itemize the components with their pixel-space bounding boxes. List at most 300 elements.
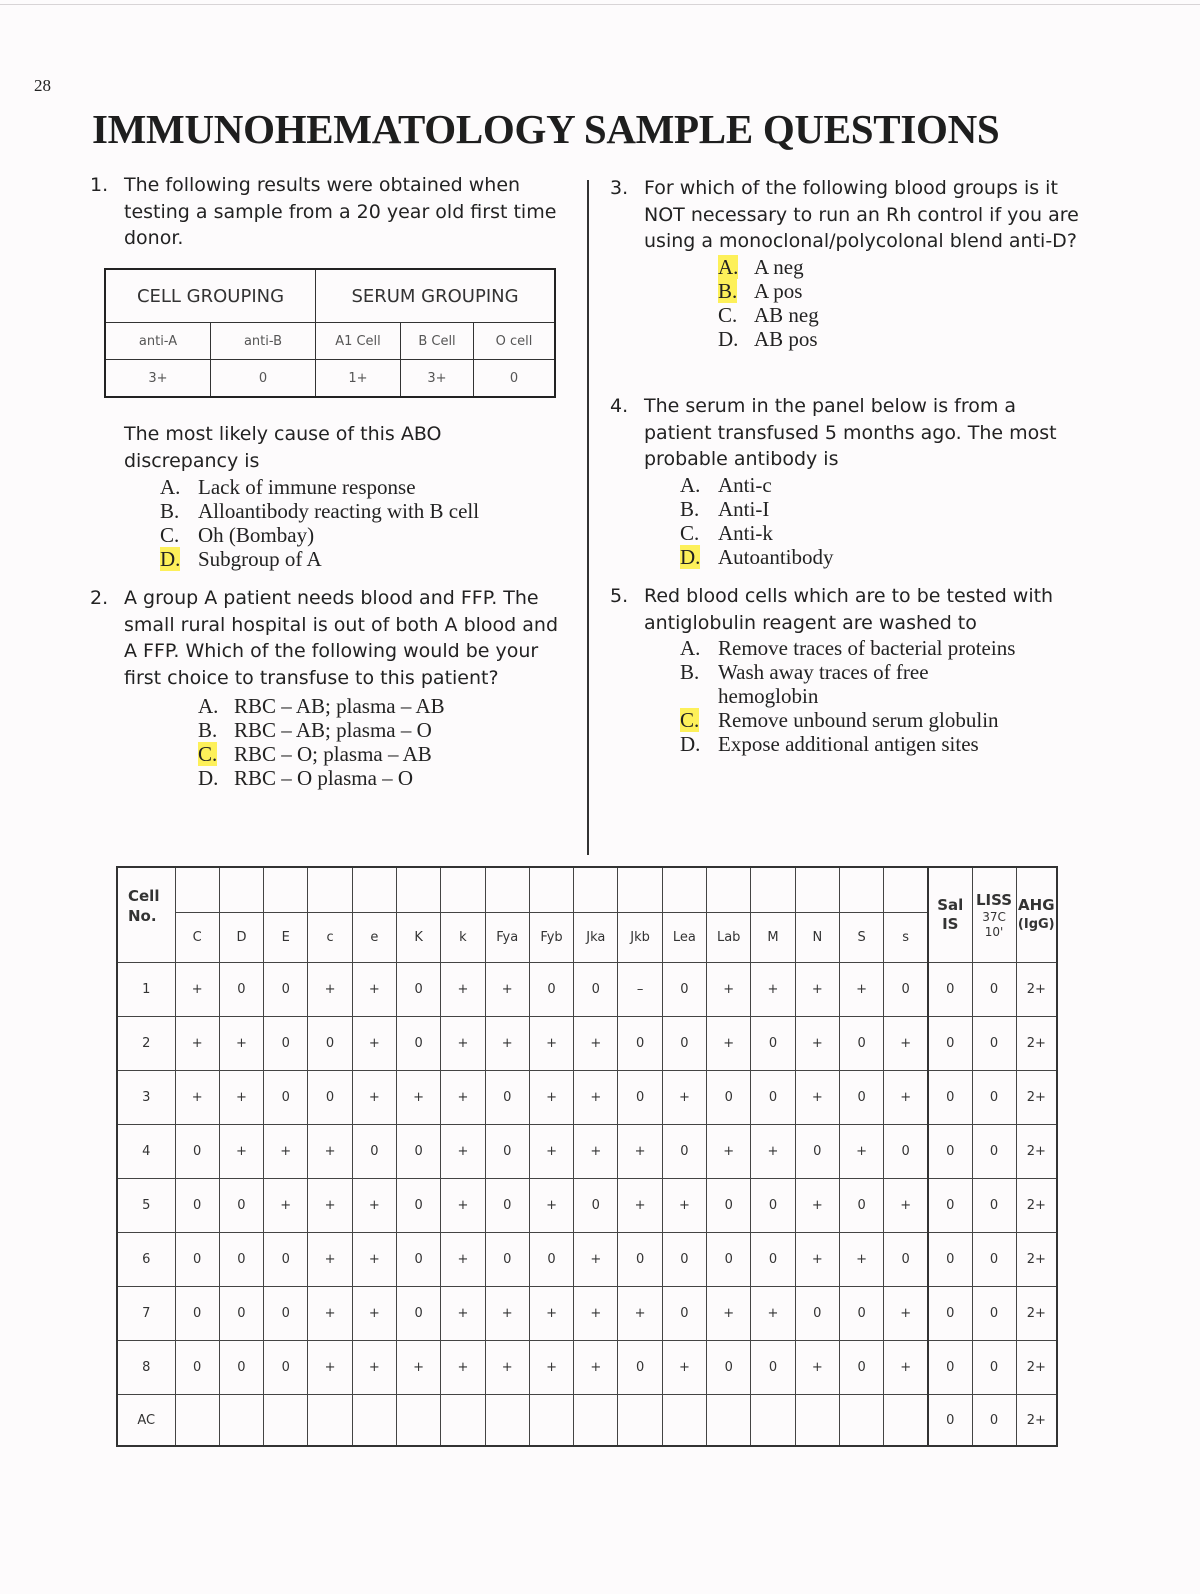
antigen-value: 0 bbox=[175, 1287, 219, 1341]
antigen-value: 0 bbox=[264, 1071, 308, 1125]
antigen-value: + bbox=[574, 1017, 618, 1071]
panel-header-row-antigens bbox=[117, 913, 1057, 963]
abo-subheader: anti-A bbox=[105, 323, 211, 360]
abo-value: 3+ bbox=[401, 360, 474, 398]
antigen-value: + bbox=[574, 1125, 618, 1179]
abo-subheader: O cell bbox=[474, 323, 556, 360]
antigen-header-blank bbox=[352, 867, 396, 913]
panel-row bbox=[117, 1179, 1057, 1233]
antigen-value: + bbox=[308, 1341, 352, 1395]
antigen-header: e bbox=[352, 913, 396, 963]
phase-result: 0 bbox=[928, 1395, 972, 1447]
antigen-value: + bbox=[175, 1071, 219, 1125]
antigen-value: + bbox=[529, 1287, 573, 1341]
column-divider bbox=[587, 180, 589, 855]
question-1-followup bbox=[124, 421, 544, 571]
antigen-value: + bbox=[795, 1233, 839, 1287]
question-text: Red blood cells which are to be tested with antiglobulin reagent are washed to bbox=[644, 585, 1054, 634]
antigen-value: 0 bbox=[219, 1287, 263, 1341]
antigen-value: + bbox=[441, 1341, 485, 1395]
phase-header bbox=[928, 867, 972, 963]
antigen-value: + bbox=[308, 1233, 352, 1287]
antigen-value: 0 bbox=[839, 1071, 883, 1125]
panel-row bbox=[117, 1287, 1057, 1341]
answer-options bbox=[680, 636, 1090, 756]
answer-highlight: C. bbox=[680, 708, 700, 732]
panel-row bbox=[117, 1125, 1057, 1179]
antigen-value bbox=[662, 1395, 706, 1447]
antigen-value: + bbox=[485, 1017, 529, 1071]
antigen-value: 0 bbox=[618, 1233, 662, 1287]
antigen-header-blank bbox=[839, 867, 883, 913]
antigen-value: + bbox=[396, 1071, 440, 1125]
antigen-value: 0 bbox=[264, 1341, 308, 1395]
panel-row bbox=[117, 1071, 1057, 1125]
antigen-value: 0 bbox=[839, 1341, 883, 1395]
antigen-value: 0 bbox=[618, 1017, 662, 1071]
antigen-value: + bbox=[485, 1287, 529, 1341]
antigen-header-blank bbox=[308, 867, 352, 913]
antigen-value: + bbox=[441, 1233, 485, 1287]
antigen-value: + bbox=[795, 963, 839, 1017]
question-4 bbox=[610, 393, 1080, 569]
answer-highlight: D. bbox=[160, 547, 181, 571]
panel-row-label: 8 bbox=[117, 1341, 175, 1395]
antigen-value: + bbox=[884, 1179, 928, 1233]
antigen-value: + bbox=[618, 1179, 662, 1233]
antigen-value: 0 bbox=[175, 1179, 219, 1233]
antigen-value: 0 bbox=[264, 1233, 308, 1287]
antigen-value: + bbox=[352, 963, 396, 1017]
option-b[interactable]: B. Anti-I bbox=[680, 496, 770, 521]
option-a[interactable]: A. Remove traces of bacterial proteins bbox=[680, 636, 1016, 660]
phase-result: 0 bbox=[972, 1287, 1016, 1341]
antigen-value: 0 bbox=[219, 1179, 263, 1233]
option-a[interactable]: A. Anti-c bbox=[680, 472, 772, 497]
antigen-value bbox=[618, 1395, 662, 1447]
antigen-header: s bbox=[884, 913, 928, 963]
antigen-value: 0 bbox=[751, 1341, 795, 1395]
panel-row-label: 6 bbox=[117, 1233, 175, 1287]
antigen-value: + bbox=[795, 1341, 839, 1395]
antigen-value: 0 bbox=[485, 1179, 529, 1233]
antigen-value: 0 bbox=[574, 963, 618, 1017]
antigen-value: 0 bbox=[485, 1071, 529, 1125]
answer-highlight: C. bbox=[198, 742, 218, 766]
question-2 bbox=[90, 585, 565, 790]
antigen-value: + bbox=[352, 1017, 396, 1071]
antigen-value: + bbox=[707, 1017, 751, 1071]
antigen-header: K bbox=[396, 913, 440, 963]
antigen-header: M bbox=[751, 913, 795, 963]
answer-highlight: A. bbox=[718, 254, 739, 279]
phase-result: 0 bbox=[928, 1125, 972, 1179]
option-d[interactable]: D. Autoantibody bbox=[680, 544, 834, 569]
antigen-value: 0 bbox=[884, 1233, 928, 1287]
antigen-value: + bbox=[352, 1179, 396, 1233]
phase-result: 0 bbox=[972, 1017, 1016, 1071]
antigen-value: + bbox=[441, 1017, 485, 1071]
answer-options bbox=[680, 473, 1080, 569]
antigen-header-blank bbox=[396, 867, 440, 913]
option-d[interactable]: D. Expose additional antigen sites bbox=[680, 732, 979, 756]
antigen-header-blank bbox=[574, 867, 618, 913]
antigen-header-blank bbox=[441, 867, 485, 913]
antigen-value: + bbox=[308, 1125, 352, 1179]
panel-row-label: 4 bbox=[117, 1125, 175, 1179]
antigen-value: 0 bbox=[751, 1071, 795, 1125]
antigen-value: + bbox=[352, 1287, 396, 1341]
phase-result: 2+ bbox=[1016, 1071, 1057, 1125]
antigen-value: + bbox=[884, 1341, 928, 1395]
antigen-value: + bbox=[884, 1287, 928, 1341]
antigen-value bbox=[839, 1395, 883, 1447]
antigen-value: 0 bbox=[396, 963, 440, 1017]
panel-row-label: AC bbox=[117, 1395, 175, 1447]
antigen-header: Jkb bbox=[618, 913, 662, 963]
antigen-value bbox=[308, 1395, 352, 1447]
antigen-value bbox=[707, 1395, 751, 1447]
antigen-value bbox=[396, 1395, 440, 1447]
antigen-header-blank bbox=[529, 867, 573, 913]
antigen-header-blank bbox=[707, 867, 751, 913]
antigen-value: 0 bbox=[352, 1125, 396, 1179]
option-d[interactable]: D. Subgroup of A bbox=[160, 547, 322, 571]
antigen-value bbox=[175, 1395, 219, 1447]
antigen-value bbox=[884, 1395, 928, 1447]
question-number: 4. bbox=[610, 395, 629, 417]
antigen-value: 0 bbox=[175, 1233, 219, 1287]
antigen-value: + bbox=[751, 1287, 795, 1341]
antigen-value: 0 bbox=[839, 1017, 883, 1071]
serum-grouping-header: SERUM GROUPING bbox=[316, 269, 556, 323]
option-b[interactable]: B. Alloantibody reacting with B cell bbox=[160, 499, 480, 523]
antigen-header-blank bbox=[751, 867, 795, 913]
antigen-value bbox=[795, 1395, 839, 1447]
antigen-value bbox=[219, 1395, 263, 1447]
antigen-value: 0 bbox=[264, 1017, 308, 1071]
antigen-value: 0 bbox=[219, 963, 263, 1017]
antigen-value bbox=[264, 1395, 308, 1447]
antigen-value: 0 bbox=[308, 1071, 352, 1125]
antigen-value bbox=[352, 1395, 396, 1447]
antigen-value: + bbox=[441, 1287, 485, 1341]
abo-value: 1+ bbox=[316, 360, 401, 398]
antigen-value: + bbox=[308, 1179, 352, 1233]
cell-grouping-header: CELL GROUPING bbox=[105, 269, 316, 323]
antigen-header: c bbox=[308, 913, 352, 963]
phase-header-bottom: (IgG) bbox=[1017, 917, 1055, 932]
antibody-panel-table bbox=[116, 866, 1058, 1447]
option-d[interactable]: D. RBC – O plasma – O bbox=[198, 766, 414, 790]
antigen-value: 0 bbox=[839, 1287, 883, 1341]
phase-header-bottom: IS bbox=[942, 915, 959, 933]
antigen-value: + bbox=[529, 1017, 573, 1071]
antigen-value: 0 bbox=[884, 1125, 928, 1179]
antigen-value: + bbox=[574, 1341, 618, 1395]
question-followup-text: The most likely cause of this ABO discrepancy is bbox=[124, 423, 442, 472]
antigen-value: + bbox=[264, 1179, 308, 1233]
phase-result: 2+ bbox=[1016, 1233, 1057, 1287]
antigen-header: Fya bbox=[485, 913, 529, 963]
antigen-value: 0 bbox=[795, 1125, 839, 1179]
phase-result: 0 bbox=[928, 1017, 972, 1071]
phase-result: 2+ bbox=[1016, 1125, 1057, 1179]
panel-row bbox=[117, 1341, 1057, 1395]
antigen-value: + bbox=[441, 1071, 485, 1125]
option-a[interactable]: A. A neg bbox=[718, 254, 804, 279]
panel-row bbox=[117, 1017, 1057, 1071]
panel-header-row-top bbox=[117, 867, 1057, 913]
panel-row bbox=[117, 963, 1057, 1017]
antigen-value: 0 bbox=[751, 1179, 795, 1233]
antigen-header: Jka bbox=[574, 913, 618, 963]
question-number: 2. bbox=[90, 587, 109, 609]
antigen-value: 0 bbox=[264, 1287, 308, 1341]
antigen-value bbox=[529, 1395, 573, 1447]
panel-row bbox=[117, 1233, 1057, 1287]
page-edge-line bbox=[0, 4, 1200, 5]
option-c[interactable]: C. Remove unbound serum globulin bbox=[680, 708, 999, 732]
antigen-value: 0 bbox=[264, 963, 308, 1017]
panel-row-label: 3 bbox=[117, 1071, 175, 1125]
antigen-value: + bbox=[529, 1341, 573, 1395]
option-a[interactable]: A. RBC – AB; plasma – AB bbox=[198, 694, 445, 718]
question-text: The serum in the panel below is from a patient transfused 5 months ago. The most probable antibody is bbox=[644, 395, 1057, 470]
panel-row-label: 5 bbox=[117, 1179, 175, 1233]
answer-options bbox=[718, 255, 1090, 351]
antigen-value: 0 bbox=[396, 1179, 440, 1233]
antigen-value: + bbox=[574, 1071, 618, 1125]
antigen-header-blank bbox=[662, 867, 706, 913]
phase-result: 2+ bbox=[1016, 1287, 1057, 1341]
panel-row-label: 1 bbox=[117, 963, 175, 1017]
antigen-value: + bbox=[441, 1179, 485, 1233]
antigen-value: + bbox=[839, 963, 883, 1017]
option-b[interactable]: B. A pos bbox=[718, 278, 803, 303]
abo-value: 0 bbox=[474, 360, 556, 398]
antigen-value: + bbox=[839, 1125, 883, 1179]
antigen-value: – bbox=[618, 963, 662, 1017]
phase-result: 0 bbox=[972, 1233, 1016, 1287]
antigen-value: 0 bbox=[662, 963, 706, 1017]
antigen-value: + bbox=[264, 1125, 308, 1179]
antigen-value: + bbox=[751, 963, 795, 1017]
antigen-value: 0 bbox=[485, 1233, 529, 1287]
antigen-value: 0 bbox=[618, 1071, 662, 1125]
antigen-value: 0 bbox=[707, 1233, 751, 1287]
antigen-header: k bbox=[441, 913, 485, 963]
abo-value: 3+ bbox=[105, 360, 211, 398]
antigen-value: + bbox=[352, 1071, 396, 1125]
phase-header-top: AHG bbox=[1018, 896, 1055, 914]
antigen-value: + bbox=[219, 1071, 263, 1125]
antigen-header: D bbox=[219, 913, 263, 963]
phase-result: 2+ bbox=[1016, 1179, 1057, 1233]
phase-header bbox=[1016, 867, 1057, 963]
phase-result: 0 bbox=[972, 963, 1016, 1017]
phase-result: 0 bbox=[972, 1341, 1016, 1395]
antigen-value: + bbox=[175, 963, 219, 1017]
antigen-value: 0 bbox=[175, 1125, 219, 1179]
antigen-value: 0 bbox=[662, 1233, 706, 1287]
antigen-value bbox=[574, 1395, 618, 1447]
phase-result: 0 bbox=[928, 963, 972, 1017]
question-3 bbox=[610, 175, 1090, 351]
antigen-value: + bbox=[795, 1017, 839, 1071]
phase-result: 2+ bbox=[1016, 1395, 1057, 1447]
antigen-header: Lea bbox=[662, 913, 706, 963]
antigen-value: 0 bbox=[308, 1017, 352, 1071]
antigen-header: Fyb bbox=[529, 913, 573, 963]
panel-row-label: 7 bbox=[117, 1287, 175, 1341]
antigen-value: + bbox=[441, 1125, 485, 1179]
phase-result: 0 bbox=[928, 1179, 972, 1233]
antigen-value: 0 bbox=[662, 1017, 706, 1071]
antigen-value: + bbox=[574, 1287, 618, 1341]
antigen-value: + bbox=[662, 1179, 706, 1233]
antigen-value: 0 bbox=[751, 1017, 795, 1071]
question-text: For which of the following blood groups is it NOT necessary to run an Rh control if you are using a monoclonal/polycolonal blend anti-D? bbox=[644, 177, 1079, 252]
antigen-value: 0 bbox=[529, 1233, 573, 1287]
question-1 bbox=[90, 172, 570, 252]
antigen-header-blank bbox=[175, 867, 219, 913]
antigen-header-blank bbox=[264, 867, 308, 913]
antigen-value: + bbox=[308, 963, 352, 1017]
antigen-value: 0 bbox=[662, 1125, 706, 1179]
answer-highlight: D. bbox=[680, 544, 701, 569]
antigen-value: 0 bbox=[396, 1125, 440, 1179]
phase-result: 2+ bbox=[1016, 1341, 1057, 1395]
antigen-header-blank bbox=[795, 867, 839, 913]
phase-result: 2+ bbox=[1016, 1017, 1057, 1071]
phase-header bbox=[972, 867, 1016, 963]
phase-result: 0 bbox=[972, 1179, 1016, 1233]
antigen-value: + bbox=[707, 1125, 751, 1179]
antigen-value: + bbox=[219, 1125, 263, 1179]
antigen-value: 0 bbox=[219, 1233, 263, 1287]
antigen-value: + bbox=[352, 1233, 396, 1287]
question-number: 3. bbox=[610, 177, 629, 199]
antigen-header-blank bbox=[219, 867, 263, 913]
phase-result: 0 bbox=[928, 1287, 972, 1341]
phase-result: 0 bbox=[928, 1071, 972, 1125]
abo-results-table bbox=[104, 268, 556, 398]
option-c[interactable]: C. AB neg bbox=[718, 302, 819, 327]
question-number: 5. bbox=[610, 585, 629, 607]
phase-result: 0 bbox=[928, 1341, 972, 1395]
antigen-value: + bbox=[707, 963, 751, 1017]
antigen-value: + bbox=[529, 1179, 573, 1233]
phase-header-bottom: 37C 10' bbox=[982, 909, 1006, 939]
antigen-header-blank bbox=[485, 867, 529, 913]
antigen-value: + bbox=[707, 1287, 751, 1341]
option-c[interactable]: C. RBC – O; plasma – AB bbox=[198, 742, 432, 766]
antigen-value: + bbox=[219, 1017, 263, 1071]
antigen-value: + bbox=[485, 1341, 529, 1395]
answer-options bbox=[160, 475, 544, 571]
antigen-header: E bbox=[264, 913, 308, 963]
antigen-header-blank bbox=[618, 867, 662, 913]
antigen-value: 0 bbox=[618, 1341, 662, 1395]
antigen-value: 0 bbox=[396, 1287, 440, 1341]
antigen-value: + bbox=[884, 1071, 928, 1125]
page-number: 28 bbox=[34, 76, 51, 95]
antigen-value: + bbox=[618, 1287, 662, 1341]
antigen-value: + bbox=[441, 963, 485, 1017]
phase-result: 0 bbox=[972, 1125, 1016, 1179]
antigen-value: + bbox=[795, 1071, 839, 1125]
phase-result: 2+ bbox=[1016, 963, 1057, 1017]
option-b[interactable]: B. Wash away traces of free hemoglobin bbox=[680, 660, 929, 708]
antigen-value: 0 bbox=[175, 1341, 219, 1395]
option-c[interactable]: C. Anti-k bbox=[680, 520, 773, 545]
antigen-value: + bbox=[529, 1125, 573, 1179]
question-5 bbox=[610, 583, 1090, 756]
phase-result: 0 bbox=[972, 1071, 1016, 1125]
antigen-value: + bbox=[662, 1341, 706, 1395]
phase-header-top: Sal bbox=[937, 896, 964, 914]
abo-value: 0 bbox=[211, 360, 316, 398]
antigen-header: S bbox=[839, 913, 883, 963]
antigen-value: + bbox=[574, 1233, 618, 1287]
option-c[interactable]: C. Oh (Bombay) bbox=[160, 523, 315, 547]
antigen-value: + bbox=[618, 1125, 662, 1179]
option-a[interactable]: A. Lack of immune response bbox=[160, 475, 416, 499]
panel-row bbox=[117, 1395, 1057, 1447]
antigen-value: 0 bbox=[529, 963, 573, 1017]
antigen-value: + bbox=[396, 1341, 440, 1395]
antigen-value: + bbox=[884, 1017, 928, 1071]
phase-header-top: LISS bbox=[976, 890, 1013, 909]
option-b[interactable]: B. RBC – AB; plasma – O bbox=[198, 718, 432, 742]
abo-subheader: A1 Cell bbox=[316, 323, 401, 360]
question-text: The following results were obtained when testing a sample from a 20 year old first time donor. bbox=[124, 174, 557, 249]
antigen-value: + bbox=[485, 963, 529, 1017]
antigen-header: N bbox=[795, 913, 839, 963]
antigen-value: 0 bbox=[396, 1017, 440, 1071]
page-title: IMMUNOHEMATOLOGY SAMPLE QUESTIONS bbox=[92, 106, 1000, 152]
antigen-value: + bbox=[529, 1071, 573, 1125]
antigen-value: + bbox=[308, 1287, 352, 1341]
antigen-value: + bbox=[352, 1341, 396, 1395]
option-d[interactable]: D. AB pos bbox=[718, 326, 818, 351]
antigen-value: 0 bbox=[662, 1287, 706, 1341]
antigen-value: 0 bbox=[795, 1287, 839, 1341]
antigen-header-blank bbox=[884, 867, 928, 913]
antigen-value: 0 bbox=[707, 1071, 751, 1125]
antigen-header: C bbox=[175, 913, 219, 963]
antigen-value bbox=[441, 1395, 485, 1447]
antigen-value: + bbox=[795, 1179, 839, 1233]
phase-result: 0 bbox=[972, 1395, 1016, 1447]
panel-row-label: 2 bbox=[117, 1017, 175, 1071]
answer-options bbox=[198, 694, 565, 790]
antigen-value: 0 bbox=[574, 1179, 618, 1233]
antigen-value: + bbox=[751, 1125, 795, 1179]
antigen-header: Lab bbox=[707, 913, 751, 963]
antigen-value: 0 bbox=[707, 1341, 751, 1395]
antigen-value: + bbox=[662, 1071, 706, 1125]
antigen-value: + bbox=[839, 1233, 883, 1287]
antigen-value bbox=[485, 1395, 529, 1447]
answer-highlight: B. bbox=[718, 278, 738, 303]
question-text: A group A patient needs blood and FFP. The small rural hospital is out of both A blood and A FFP. Which of the following would be your first choice to transfuse to this patient? bbox=[124, 587, 559, 689]
antigen-value: 0 bbox=[219, 1341, 263, 1395]
question-number: 1. bbox=[90, 174, 109, 196]
antigen-value bbox=[751, 1395, 795, 1447]
cell-no-header: Cell No. bbox=[117, 867, 175, 963]
